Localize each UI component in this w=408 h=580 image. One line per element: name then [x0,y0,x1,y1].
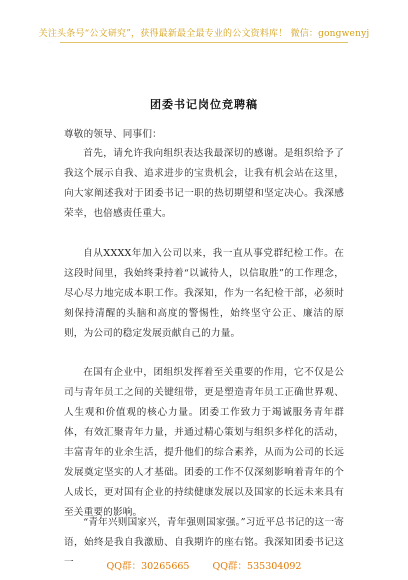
paragraph-2: 自从XXXX年加入公司以来，我一直从事党群纪检工作。在这段时间里，我始终秉持着“以诚待人，以信取胜”的工作理念，尽心尽力地完成本职工作。我深知，作为一名纪检干部，必须时刻保持清醒的头脑和高度的警惕性，始终坚守公正、廉洁的原则，为公司的稳定发展贡献自己的力量。 [64,248,344,339]
header-divider [60,42,348,43]
salutation: 尊敬的领导、同事们： [64,129,162,140]
document-title: 团委书记岗位竞聘稿 [150,98,258,111]
footer-contact [0,558,408,572]
paragraph-3: 在国有企业中，团组织发挥着至关重要的作用，它不仅是公司与青年员工之间的关键纽带，更是塑造青年员工正确世界观、人生观和价值观的核心力量。团委工作致力于竭诚服务青年群体，有效汇聚青年力量，并通过精心策划与组织多样化的活动，丰富青年的业余生活，提升他们的综合素养，从而为公司的长远发展奠定坚实的人才基础。团委的工作不仅深刻影响着青年的个人成长，更对国有企业的持续健康发展以及国家的长远未来具有至关重要的影响。 [64,367,344,518]
qq-group-1: QQ群：30265665 [106,561,190,572]
header-banner: 关注头条号“公文研究”，获得最新最全最专业的公文资料库！ 微信：gongwenyj [38,29,370,39]
paragraph-1: 首先，请允许我向组织表达我最深切的感谢。是组织给予了我这个展示自我、追求进步的宝贵机会，让我有机会站在这里，向大家阐述我对于团委书记一职的热切期望和坚定决心。我深感荣幸，也倍感责任重大。 [64,148,344,219]
qq-group-2: QQ群：535304092 [212,561,302,572]
paragraph-4: “青年兴则国家兴，青年强则国家强。”习近平总书记的这一寄语，始终是我自我激励、自我期许的座右铭。我深知团委书记这一 [64,517,344,568]
